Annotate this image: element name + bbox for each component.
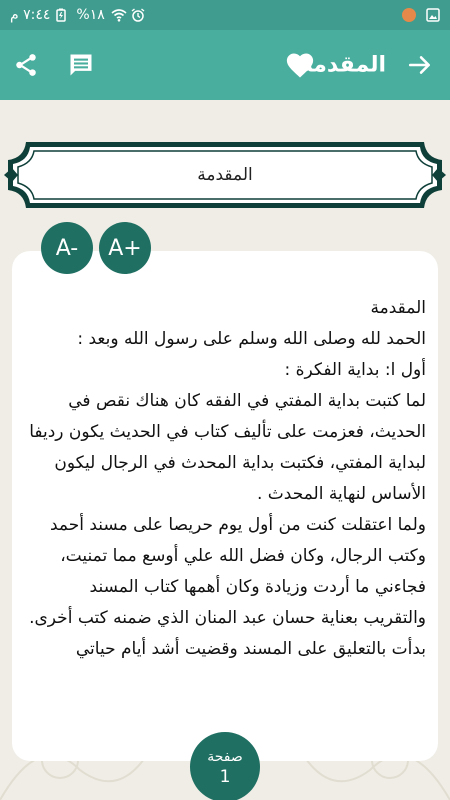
notification-dot xyxy=(402,8,416,22)
title-banner xyxy=(4,138,446,212)
back-button[interactable] xyxy=(404,49,436,81)
page-title: المقدمة xyxy=(299,52,386,78)
banner-title: المقدمة xyxy=(197,165,253,185)
page-label: صفحة xyxy=(207,749,243,765)
content-paragraph: أول ا: بداية الفكرة : xyxy=(284,360,426,380)
status-time: ٧:٤٤ م xyxy=(10,7,51,23)
content-paragraph: المقدمة xyxy=(370,298,426,318)
back-arrow-icon xyxy=(407,52,433,78)
status-left xyxy=(10,7,145,23)
wifi-icon xyxy=(111,8,125,22)
status-bar xyxy=(0,0,450,30)
alarm-icon xyxy=(131,8,145,22)
comment-button[interactable] xyxy=(65,49,97,81)
app-bar xyxy=(0,30,450,100)
content-paragraph: الحمد لله وصلى الله وسلم على رسول الله وبعد : xyxy=(77,329,426,349)
page-number: 1 xyxy=(219,767,231,787)
share-button[interactable] xyxy=(10,49,42,81)
content-paragraph: لما كتبت بداية المفتي في الفقه كان هناك نقص في الحديث، فعزمت على تأليف كتاب في الحديث يكون رديفا لبداية المفتي، فكتبت بداية المحدث في الرجال ليكون الأساس لنهاية المحدث . xyxy=(29,391,426,504)
font-decrease-button[interactable]: A- xyxy=(41,222,93,274)
content-paragraph: ولما اعتقلت كنت من أول يوم حريصا على مسند أحمد وكتب الرجال، وكان فضل الله علي أوسع مما تمنيت، فجاءني ما أردت وزيادة وكان أهمها كتاب المسند والتقريب بعناية حسان عبد المنان الذي ضمنه كتب أخرى. xyxy=(29,515,426,628)
content-card xyxy=(12,251,438,761)
content-text xyxy=(12,251,438,665)
comment-icon xyxy=(67,51,95,79)
battery-percent: %١٨ xyxy=(76,7,105,23)
content-paragraph: بدأت بالتعليق على المسند وقضيت أشد أيام حياتي xyxy=(75,639,426,659)
status-right xyxy=(402,8,440,22)
share-icon xyxy=(13,52,39,78)
font-increase-button[interactable]: A+ xyxy=(99,222,151,274)
page-indicator[interactable] xyxy=(190,732,260,800)
battery-icon xyxy=(56,8,70,22)
gallery-icon xyxy=(426,8,440,22)
